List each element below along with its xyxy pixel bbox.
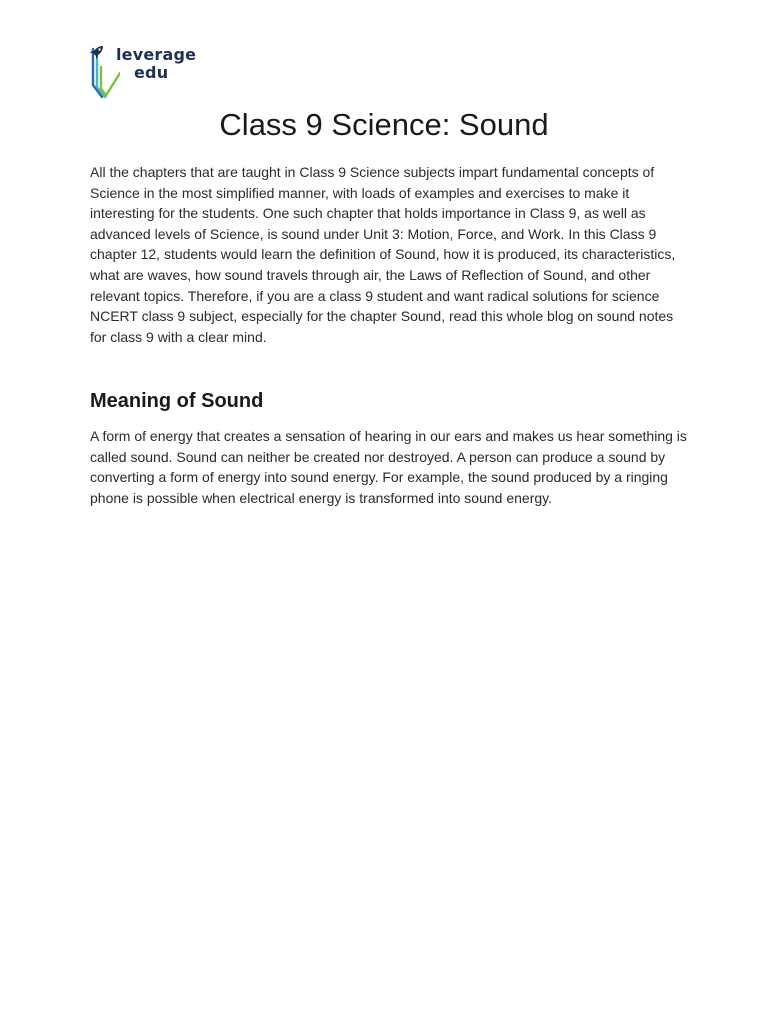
leverage-edu-logo <box>90 45 210 103</box>
logo-wordmark-leverage: leverage <box>116 45 197 64</box>
rocket-icon <box>90 45 104 59</box>
logo-wordmark-edu: edu <box>134 63 169 82</box>
page-title: Class 9 Science: Sound <box>219 107 549 142</box>
intro-paragraph: All the chapters that are taught in Class 9 Science subjects impart fundamental concepts of Science in the most simplified manner, with loads of examples and exercises to make it interesting for the students. One such chapter that holds importance in Class 9, as well as advanced levels of Science, is sound under Unit 3: Motion, Force, and Work. In this Class 9 chapter 12, students would learn the definition of Sound, how it is produced, its characteristics, what are waves, how sound travels through air, the Laws of Reflection of Sound, and other relevant topics. Therefore, if you are a class 9 student and want radical solutions for science NCERT class 9 subject, especially for the chapter Sound, read this whole blog on sound notes for class 9 with a clear mind. <box>90 164 676 345</box>
section-heading: Meaning of Sound <box>90 390 264 412</box>
section-paragraph: A form of energy that creates a sensation of hearing in our ears and makes us hear something is called sound. Sound can neither be created nor destroyed. A person can produce a sound by converting a form of energy into sound energy. For example, the sound produced by a ringing phone is possible when electrical energy is transformed into sound energy. <box>90 428 687 506</box>
